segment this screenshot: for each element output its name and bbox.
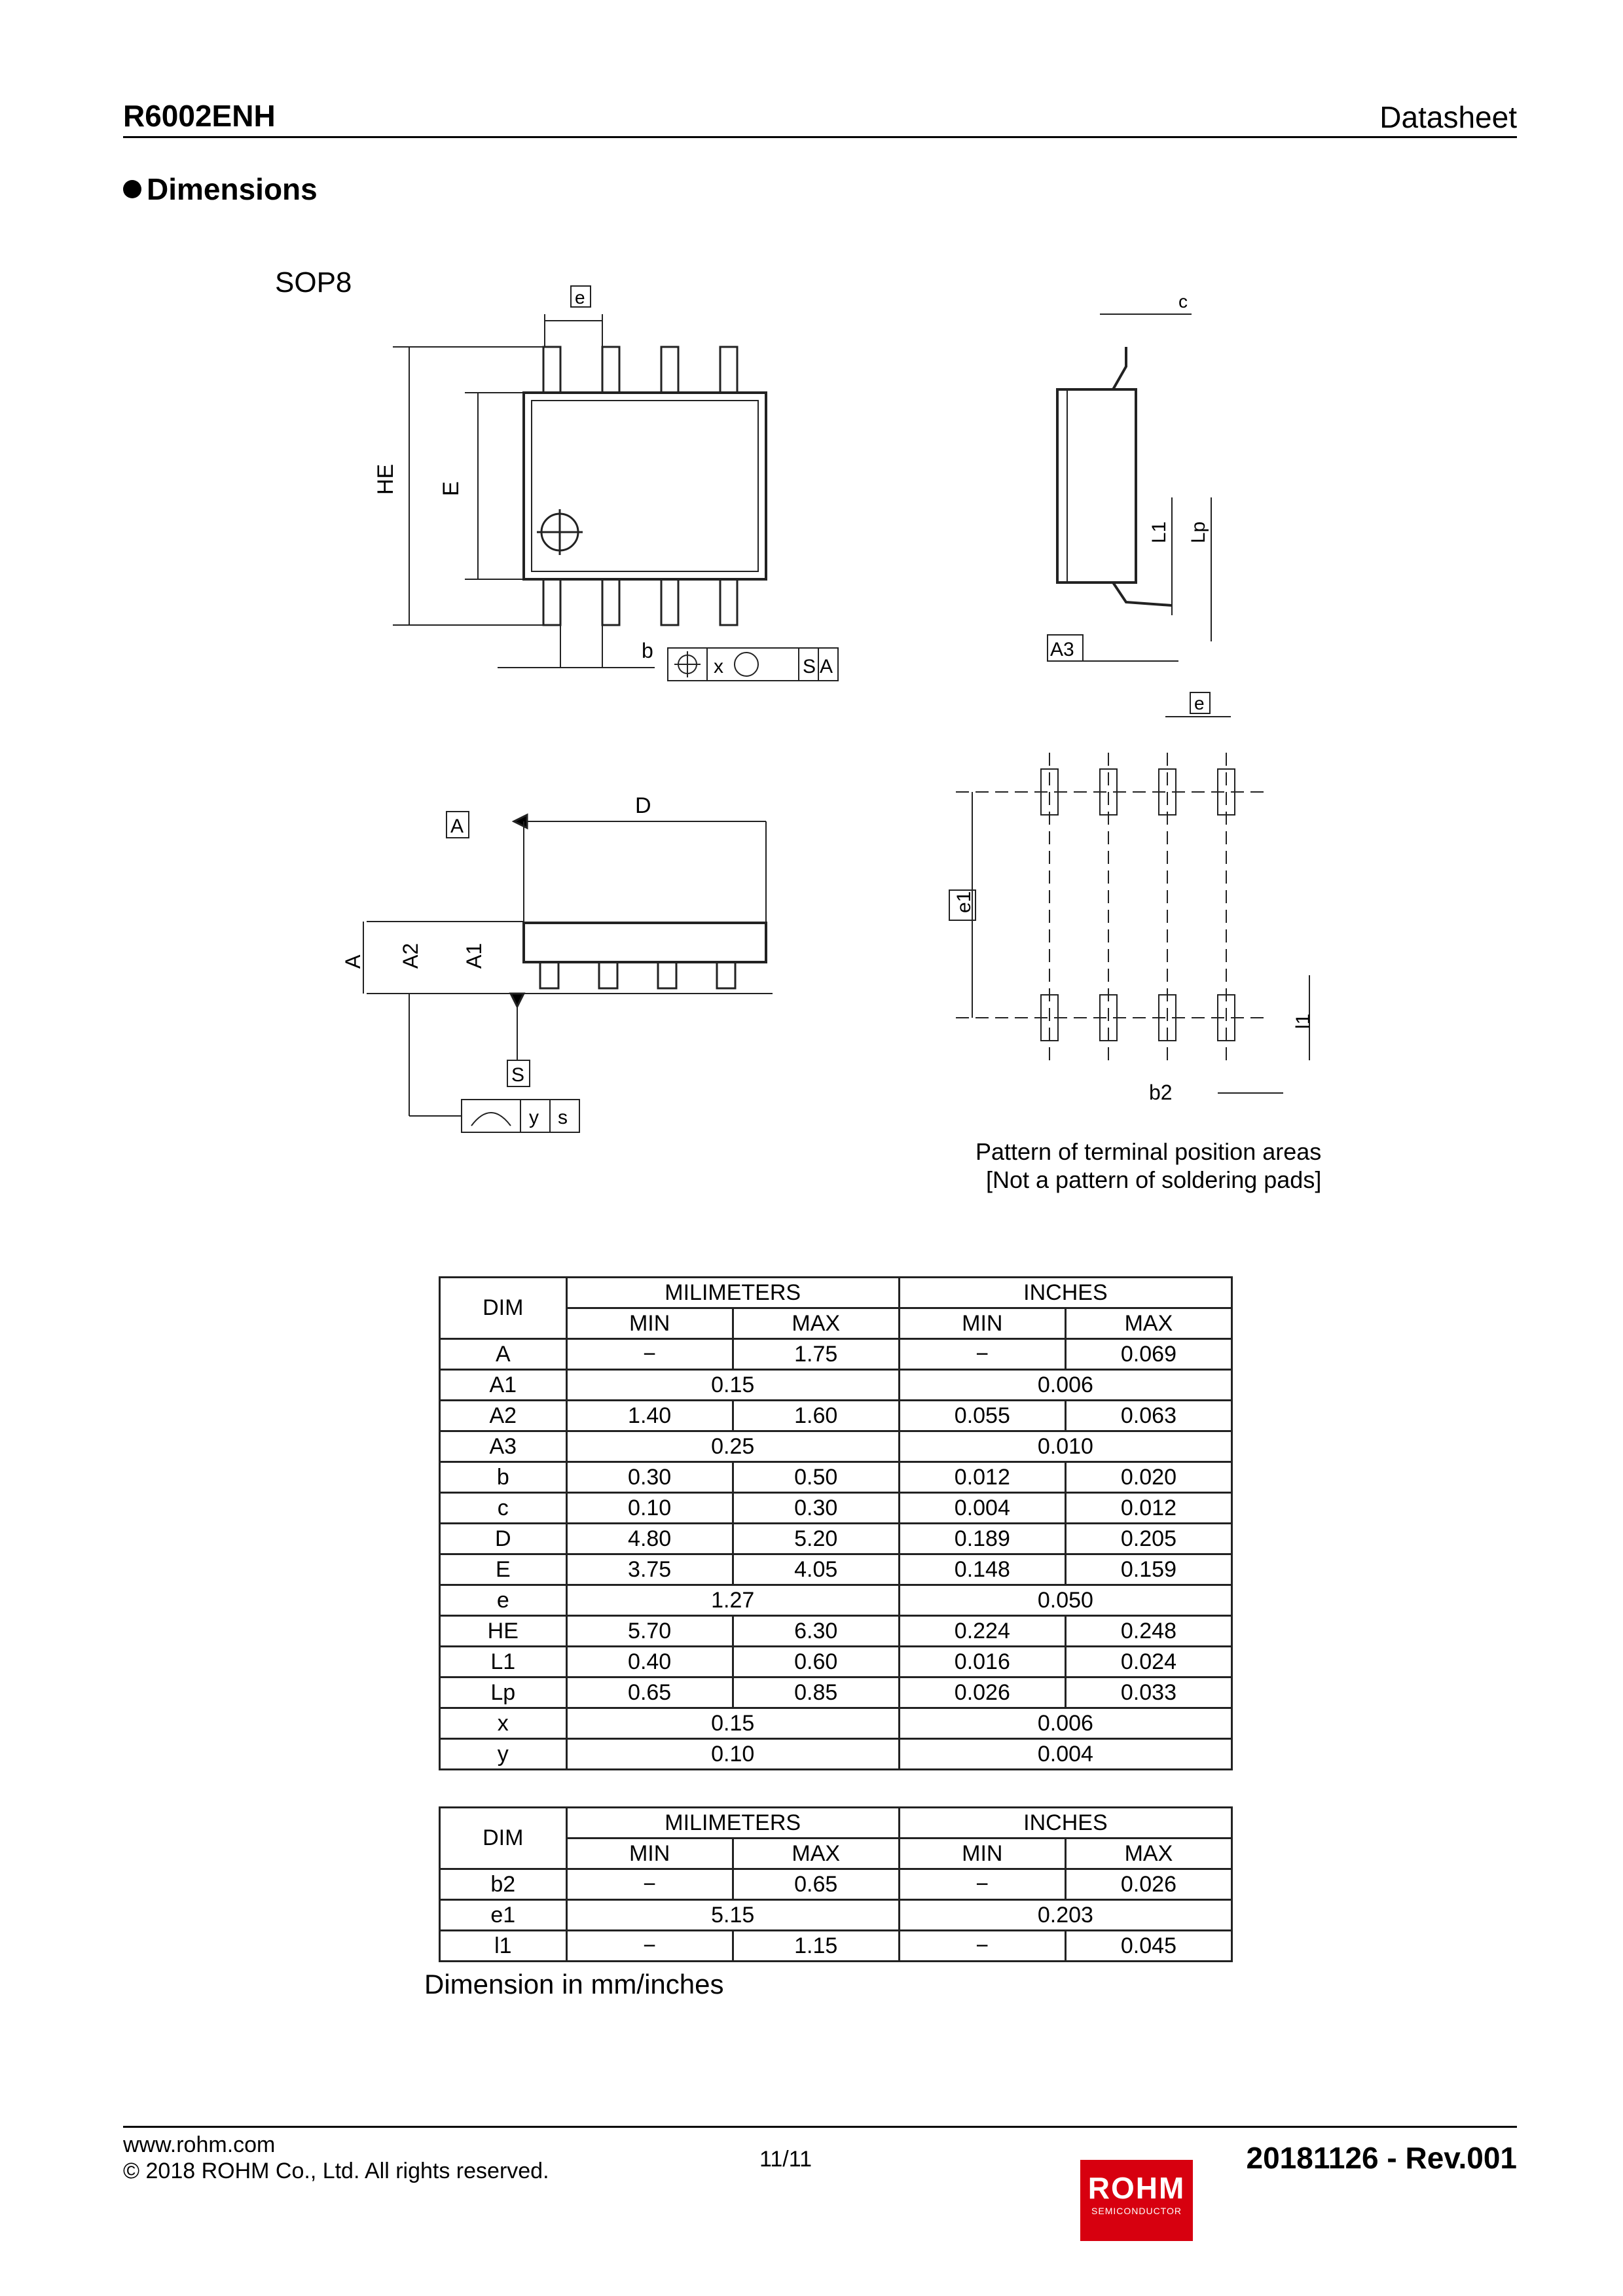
dim-b-label: b xyxy=(642,639,653,662)
dim-cell: e1 xyxy=(440,1900,567,1931)
table-row xyxy=(440,1708,1232,1739)
dim-cell: l1 xyxy=(440,1931,567,1962)
dim-cell: E xyxy=(440,1554,567,1585)
mm-value-cell: 0.10 xyxy=(566,1739,899,1770)
inch-min-cell: − xyxy=(899,1339,1065,1370)
document-type: Datasheet xyxy=(1379,100,1517,134)
inch-min-cell: 0.012 xyxy=(899,1462,1065,1493)
mm-min-cell: 5.70 xyxy=(566,1616,733,1647)
table-row xyxy=(440,1739,1232,1770)
mm-min-cell: 0.40 xyxy=(566,1647,733,1677)
table-row xyxy=(440,1900,1232,1931)
top-view xyxy=(373,286,838,681)
bullet-icon xyxy=(123,180,141,198)
table-row xyxy=(440,1647,1232,1677)
datum-S-box: S xyxy=(511,1064,525,1086)
logo-wordmark: ROHM xyxy=(1087,2171,1186,2205)
side-profile-view xyxy=(1048,291,1211,661)
mm-max-cell: 4.05 xyxy=(733,1554,899,1585)
dim-c-label: c xyxy=(1178,291,1188,312)
dim-cell: Lp xyxy=(440,1677,567,1708)
page-number: 11/11 xyxy=(759,2147,812,2172)
dim-l1-label: l1 xyxy=(1292,1013,1314,1029)
mm-min-cell: − xyxy=(566,1931,733,1962)
dim-e-label: e xyxy=(575,287,585,308)
units-caption: Dimension in mm/inches xyxy=(424,1969,724,2000)
dim-cell: HE xyxy=(440,1616,567,1647)
mm-max-cell: 0.85 xyxy=(733,1677,899,1708)
dim-cell: L1 xyxy=(440,1647,567,1677)
table-header-row xyxy=(440,1808,1232,1839)
inch-min-cell: 0.016 xyxy=(899,1647,1065,1677)
inch-min-cell: 0.148 xyxy=(899,1554,1065,1585)
datum-A-box: A xyxy=(450,816,464,837)
mm-max-cell: 6.30 xyxy=(733,1616,899,1647)
dim-Lp-label: Lp xyxy=(1188,521,1209,543)
mm-max-cell: 0.65 xyxy=(733,1869,899,1900)
header-divider xyxy=(123,136,1517,138)
dim-A3-label: A3 xyxy=(1050,639,1074,660)
dim-cell: x xyxy=(440,1708,567,1739)
footer-copyright: © 2018 ROHM Co., Ltd. All rights reserved. xyxy=(123,2159,549,2183)
inch-max-cell: 0.033 xyxy=(1065,1677,1231,1708)
inch-max-cell: 0.045 xyxy=(1065,1931,1231,1962)
mm-min-cell: − xyxy=(566,1869,733,1900)
mm-group-header: MILIMETERS xyxy=(566,1278,899,1308)
mm-max-cell: 1.75 xyxy=(733,1339,899,1370)
subheader-cell: MAX xyxy=(733,1839,899,1869)
inch-min-cell: 0.026 xyxy=(899,1677,1065,1708)
front-view xyxy=(341,793,773,1132)
mm-value-cell: 0.25 xyxy=(566,1431,899,1462)
subheader-cell: MIN xyxy=(899,1308,1065,1339)
mm-max-cell: 1.60 xyxy=(733,1401,899,1431)
dim-he-label: HE xyxy=(373,463,398,495)
dim-A2-label: A2 xyxy=(399,942,422,969)
pattern-note-line2: [Not a pattern of soldering pads] xyxy=(986,1166,1322,1193)
inch-group-header: INCHES xyxy=(899,1278,1231,1308)
inch-min-cell: 0.224 xyxy=(899,1616,1065,1647)
table-row xyxy=(440,1431,1232,1462)
section-heading xyxy=(123,171,318,207)
mm-max-cell: 1.15 xyxy=(733,1931,899,1962)
inch-max-cell: 0.020 xyxy=(1065,1462,1231,1493)
dim-cell: A xyxy=(440,1339,567,1370)
inch-max-cell: 0.024 xyxy=(1065,1647,1231,1677)
table-row xyxy=(440,1493,1232,1524)
package-drawing xyxy=(262,249,1375,1217)
logo-subtitle: SEMICONDUCTOR xyxy=(1091,2206,1182,2216)
section-title: Dimensions xyxy=(147,172,318,206)
datum-S-label: S xyxy=(803,656,816,677)
inch-max-cell: 0.248 xyxy=(1065,1616,1231,1647)
inch-value-cell: 0.006 xyxy=(899,1708,1231,1739)
table-row xyxy=(440,1401,1232,1431)
pattern-dimensions-table xyxy=(439,1806,1233,1962)
inch-value-cell: 0.004 xyxy=(899,1739,1231,1770)
terminal-pattern-view xyxy=(949,692,1321,1193)
table-header-row xyxy=(440,1278,1232,1308)
dim-header: DIM xyxy=(440,1808,567,1869)
mm-max-cell: 0.50 xyxy=(733,1462,899,1493)
inch-min-cell: − xyxy=(899,1931,1065,1962)
inch-value-cell: 0.050 xyxy=(899,1585,1231,1616)
dim-cell: c xyxy=(440,1493,567,1524)
subheader-cell: MAX xyxy=(1065,1308,1231,1339)
dim-b2-label: b2 xyxy=(1149,1081,1173,1104)
subheader-cell: MIN xyxy=(566,1308,733,1339)
table-row xyxy=(440,1339,1232,1370)
table-row xyxy=(440,1524,1232,1554)
inch-min-cell: 0.055 xyxy=(899,1401,1065,1431)
inch-min-cell: 0.189 xyxy=(899,1524,1065,1554)
inch-min-cell: 0.004 xyxy=(899,1493,1065,1524)
rohm-logo xyxy=(1080,2160,1193,2241)
table-row xyxy=(440,1931,1232,1962)
mm-min-cell: 0.30 xyxy=(566,1462,733,1493)
dim-cell: e xyxy=(440,1585,567,1616)
dim-A-front-label: A xyxy=(341,954,365,969)
inch-value-cell: 0.010 xyxy=(899,1431,1231,1462)
mm-max-cell: 0.60 xyxy=(733,1647,899,1677)
dim-A1-label: A1 xyxy=(462,942,486,969)
dim-cell: A1 xyxy=(440,1370,567,1401)
dim-D-label: D xyxy=(635,793,651,818)
mm-max-cell: 5.20 xyxy=(733,1524,899,1554)
datum-A-label: A xyxy=(820,656,833,677)
dim-cell: A2 xyxy=(440,1401,567,1431)
inch-group-header: INCHES xyxy=(899,1808,1231,1839)
table-row xyxy=(440,1585,1232,1616)
subheader-cell: MAX xyxy=(1065,1839,1231,1869)
inch-min-cell: − xyxy=(899,1869,1065,1900)
inch-max-cell: 0.063 xyxy=(1065,1401,1231,1431)
table-row xyxy=(440,1869,1232,1900)
footer-url[interactable]: www.rohm.com xyxy=(123,2132,276,2157)
dim-E-label: E xyxy=(439,481,464,496)
mm-min-cell: 0.65 xyxy=(566,1677,733,1708)
mm-value-cell: 5.15 xyxy=(566,1900,899,1931)
inch-max-cell: 0.012 xyxy=(1065,1493,1231,1524)
dim-e1-label: e1 xyxy=(953,891,975,913)
footer-divider xyxy=(123,2126,1517,2128)
revision-label: 20181126 - Rev.001 xyxy=(1246,2141,1517,2175)
table-row xyxy=(440,1677,1232,1708)
flatness-y-label: y xyxy=(529,1107,539,1128)
mm-value-cell: 1.27 xyxy=(566,1585,899,1616)
table-row xyxy=(440,1616,1232,1647)
dim-cell: D xyxy=(440,1524,567,1554)
dim-L1-label: L1 xyxy=(1148,521,1170,543)
inch-max-cell: 0.205 xyxy=(1065,1524,1231,1554)
part-number: R6002ENH xyxy=(123,99,276,133)
inch-value-cell: 0.006 xyxy=(899,1370,1231,1401)
inch-value-cell: 0.203 xyxy=(899,1900,1231,1931)
mm-group-header: MILIMETERS xyxy=(566,1808,899,1839)
tolerance-x-label: x xyxy=(714,656,723,677)
dim-cell: A3 xyxy=(440,1431,567,1462)
dim-cell: b xyxy=(440,1462,567,1493)
inch-max-cell: 0.026 xyxy=(1065,1869,1231,1900)
mm-min-cell: 4.80 xyxy=(566,1524,733,1554)
package-label: SOP8 xyxy=(275,266,352,298)
subheader-cell: MIN xyxy=(566,1839,733,1869)
table-row xyxy=(440,1370,1232,1401)
subheader-cell: MAX xyxy=(733,1308,899,1339)
mm-min-cell: 0.10 xyxy=(566,1493,733,1524)
mm-max-cell: 0.30 xyxy=(733,1493,899,1524)
table-row xyxy=(440,1554,1232,1585)
dim-cell: b2 xyxy=(440,1869,567,1900)
mm-value-cell: 0.15 xyxy=(566,1370,899,1401)
mm-min-cell: − xyxy=(566,1339,733,1370)
dim-cell: y xyxy=(440,1739,567,1770)
flatness-s-label: s xyxy=(558,1107,568,1128)
dimensions-table xyxy=(439,1276,1233,1770)
mm-value-cell: 0.15 xyxy=(566,1708,899,1739)
table-row xyxy=(440,1462,1232,1493)
pattern-note-line1: Pattern of terminal position areas xyxy=(976,1138,1322,1165)
dim-header: DIM xyxy=(440,1278,567,1339)
mm-min-cell: 1.40 xyxy=(566,1401,733,1431)
inch-max-cell: 0.069 xyxy=(1065,1339,1231,1370)
dim-e-pattern-label: e xyxy=(1194,693,1205,713)
inch-max-cell: 0.159 xyxy=(1065,1554,1231,1585)
mm-min-cell: 3.75 xyxy=(566,1554,733,1585)
subheader-cell: MIN xyxy=(899,1839,1065,1869)
